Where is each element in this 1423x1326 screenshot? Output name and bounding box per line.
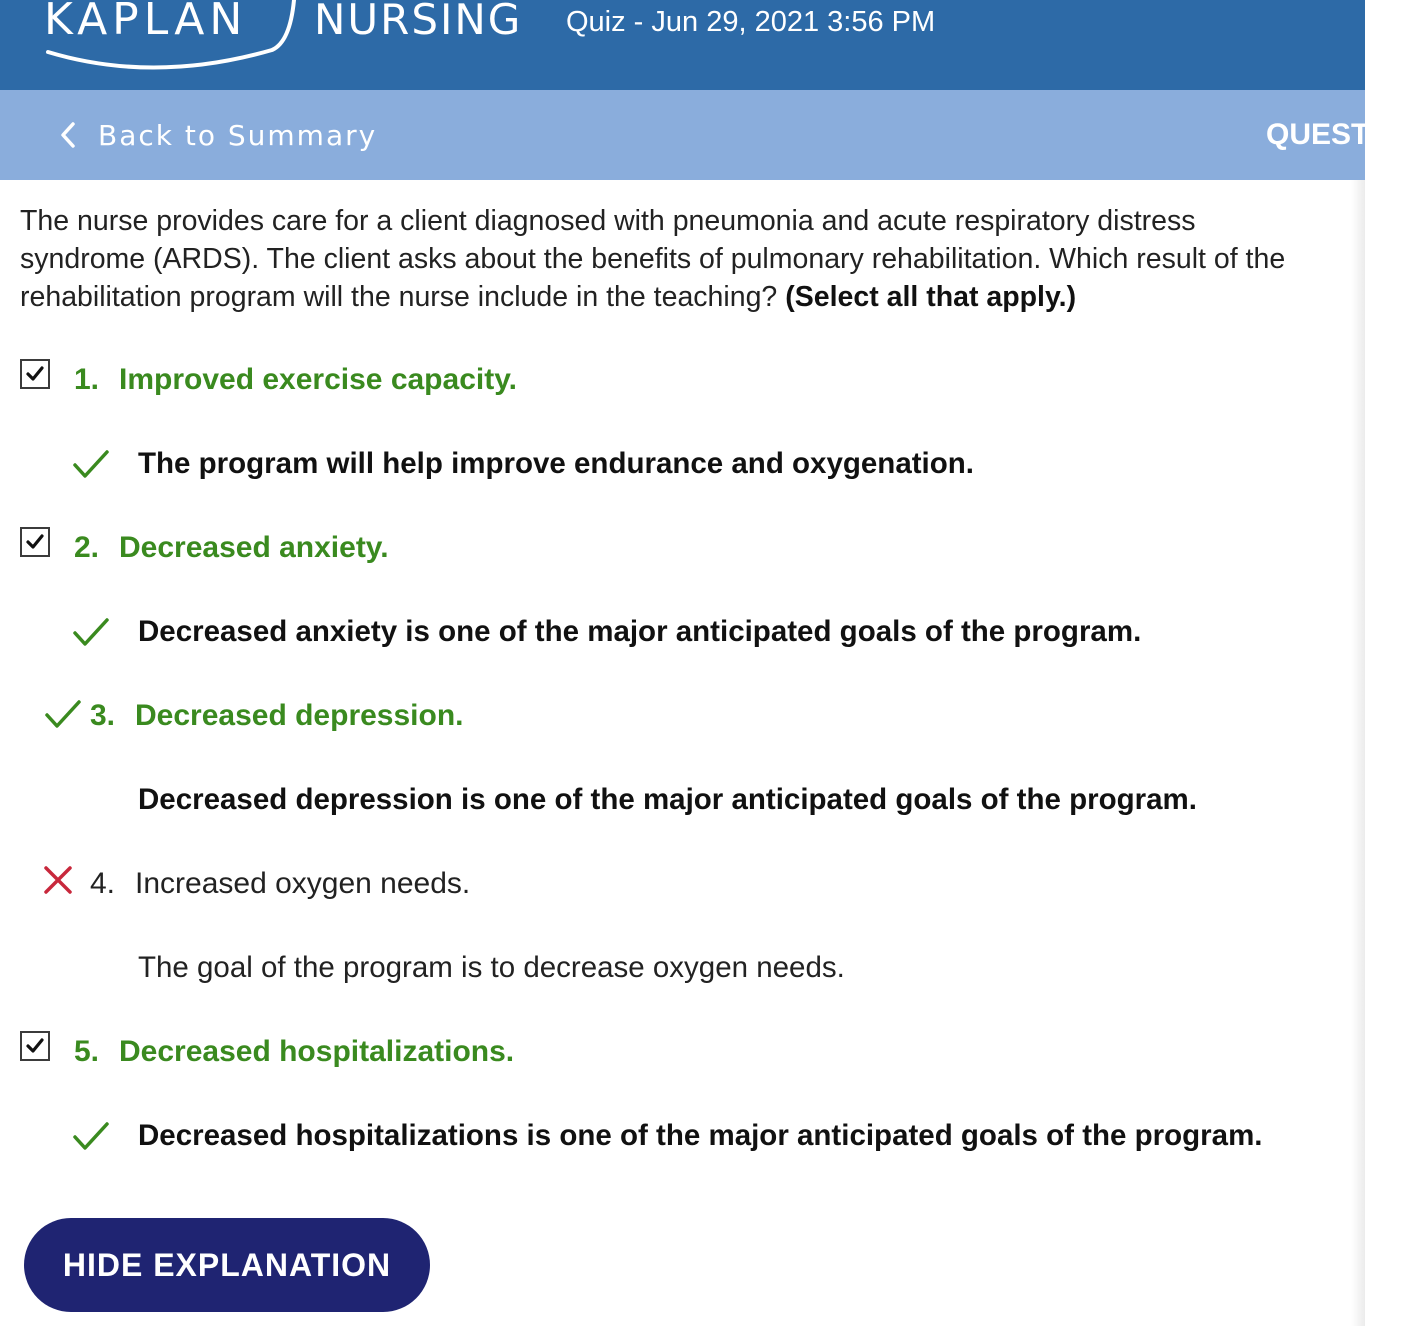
- answer-option-3[interactable]: [0, 696, 1340, 736]
- logo-kaplan-text: KAPLAN: [44, 0, 248, 45]
- option-text: Improved exercise capacity.: [119, 363, 517, 396]
- right-edge-shadow: [1351, 180, 1365, 1326]
- option-explanation: The program will help improve endurance and oxygenation.: [138, 447, 974, 480]
- back-to-summary-label: Back to Summary: [98, 118, 378, 152]
- option-explanation: The goal of the program is to decrease oxygen needs.: [138, 951, 845, 984]
- option-text: Decreased depression.: [135, 699, 464, 732]
- checkmark-icon: [72, 448, 110, 480]
- answer-option-4[interactable]: [0, 864, 1340, 904]
- option-number: 2.: [74, 531, 100, 564]
- chevron-left-icon: [58, 120, 78, 150]
- logo-nursing-text: NURSING: [314, 0, 523, 44]
- question-stem: [20, 202, 1320, 316]
- checkbox-checked-icon[interactable]: [20, 359, 50, 389]
- quiz-title: Quiz - Jun 29, 2021 3:56 PM: [566, 6, 936, 38]
- checkbox-checked-icon[interactable]: [20, 527, 50, 557]
- sub-navigation-bar: [0, 90, 1423, 180]
- back-to-summary-link[interactable]: [58, 112, 377, 158]
- question-text: The nurse provides care for a client diagnosed with pneumonia and acute respiratory distress syndrome (ARDS). The client asks about the benefits of pulmonary rehabilitation. Which result of the rehabilitation program will the nurse include in the teaching?: [20, 205, 1286, 313]
- option-text: Decreased hospitalizations.: [119, 1035, 515, 1068]
- option-number: 5.: [74, 1035, 100, 1068]
- option-explanation: Decreased depression is one of the major anticipated goals of the program.: [138, 783, 1197, 816]
- option-number: 1.: [74, 363, 100, 396]
- question-instruction: (Select all that apply.): [785, 281, 1077, 313]
- app-header: [0, 0, 1365, 90]
- option-number: 4.: [90, 867, 116, 900]
- option-text: Increased oxygen needs.: [135, 867, 471, 900]
- answer-option-1[interactable]: [0, 360, 1340, 400]
- option-text: Decreased anxiety.: [119, 531, 389, 564]
- option-number: 3.: [90, 699, 116, 732]
- checkmark-icon: [44, 698, 82, 730]
- option-explanation: Decreased hospitalizations is one of the major anticipated goals of the program.: [138, 1119, 1263, 1152]
- logo-swoosh-icon: [44, 0, 304, 72]
- answer-option-5[interactable]: [0, 1032, 1340, 1072]
- checkmark-icon: [72, 616, 110, 648]
- checkbox-checked-icon[interactable]: [20, 1031, 50, 1061]
- answer-option-2[interactable]: [0, 528, 1340, 568]
- hide-explanation-button[interactable]: HIDE EXPLANATION: [24, 1218, 430, 1312]
- x-mark-icon: [42, 864, 74, 896]
- checkmark-icon: [72, 1120, 110, 1152]
- option-explanation: Decreased anxiety is one of the major anticipated goals of the program.: [138, 615, 1142, 648]
- question-counter-label: QUESTION: [1266, 118, 1423, 151]
